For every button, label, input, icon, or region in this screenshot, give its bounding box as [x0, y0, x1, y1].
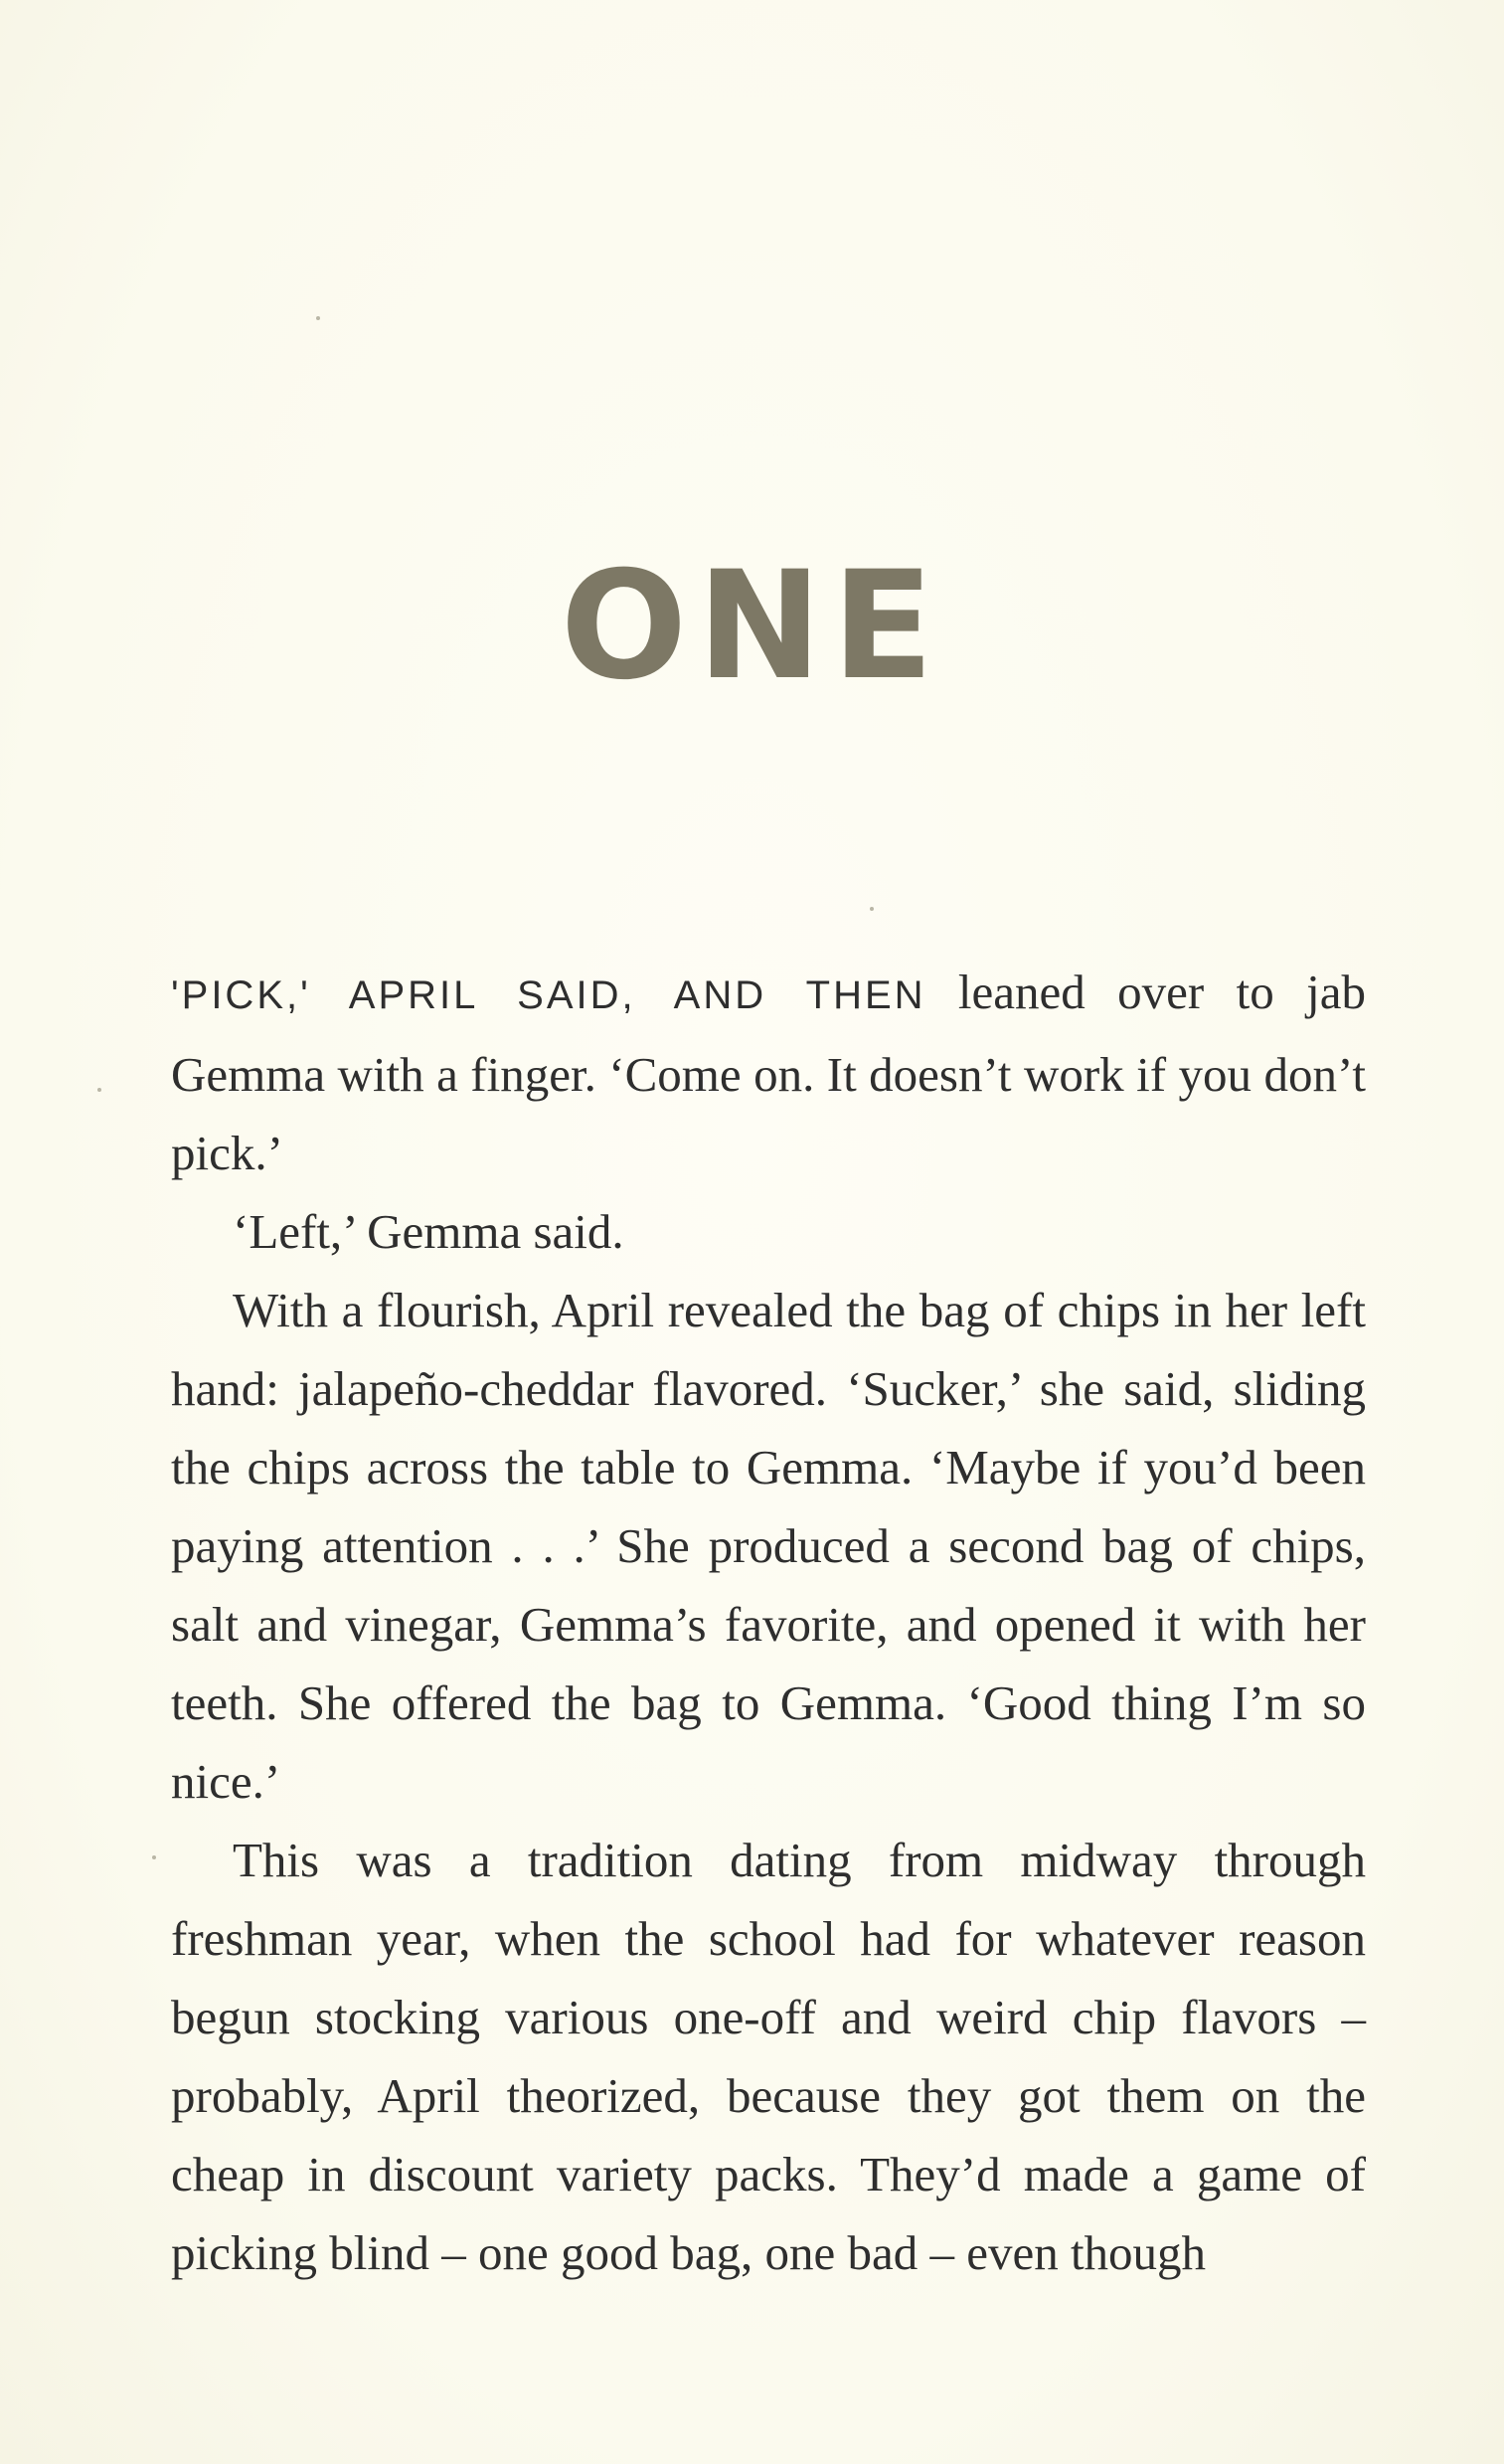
paragraph: This was a tradition dating from midway through freshman year, when the school had for whatever reason begun stocking various one-off and weird chip flavors – probably, April theorized, because they got them on the cheap in discount variety packs. They’d made a game of picking blind – one good bag, one bad – even though [171, 1833, 1366, 2280]
paragraph-lead-in: 'PICK,' APRIL SAID, AND THEN [171, 973, 926, 1017]
paragraph: ‘Left,’ Gemma said. [233, 1204, 624, 1259]
paper-speck [152, 1855, 156, 1859]
paper-speck [316, 316, 320, 320]
paragraph: With a flourish, April revealed the bag of chips in her left hand: jalapeño-cheddar flavored. ‘Sucker,’ she said, sliding the chips across the table to Gemma. ‘Maybe if you’d been paying attention . . .’ She produced a second bag of chips, salt and vinegar, Gemma’s favorite, and opened it with her teeth. She offered the bag to Gemma. ‘Good thing I’m so nice.’ [171, 1283, 1366, 1809]
paragraph [171, 953, 1366, 1192]
chapter-title: ONE [560, 540, 944, 713]
paper-speck [97, 1088, 101, 1092]
body-text [171, 953, 1366, 2292]
paragraph-text: leaned over to jab Gemma with a finger. ‘Come on. It doesn’t work if you don’t pick.’ [171, 965, 1366, 1180]
paper-speck [870, 907, 874, 911]
